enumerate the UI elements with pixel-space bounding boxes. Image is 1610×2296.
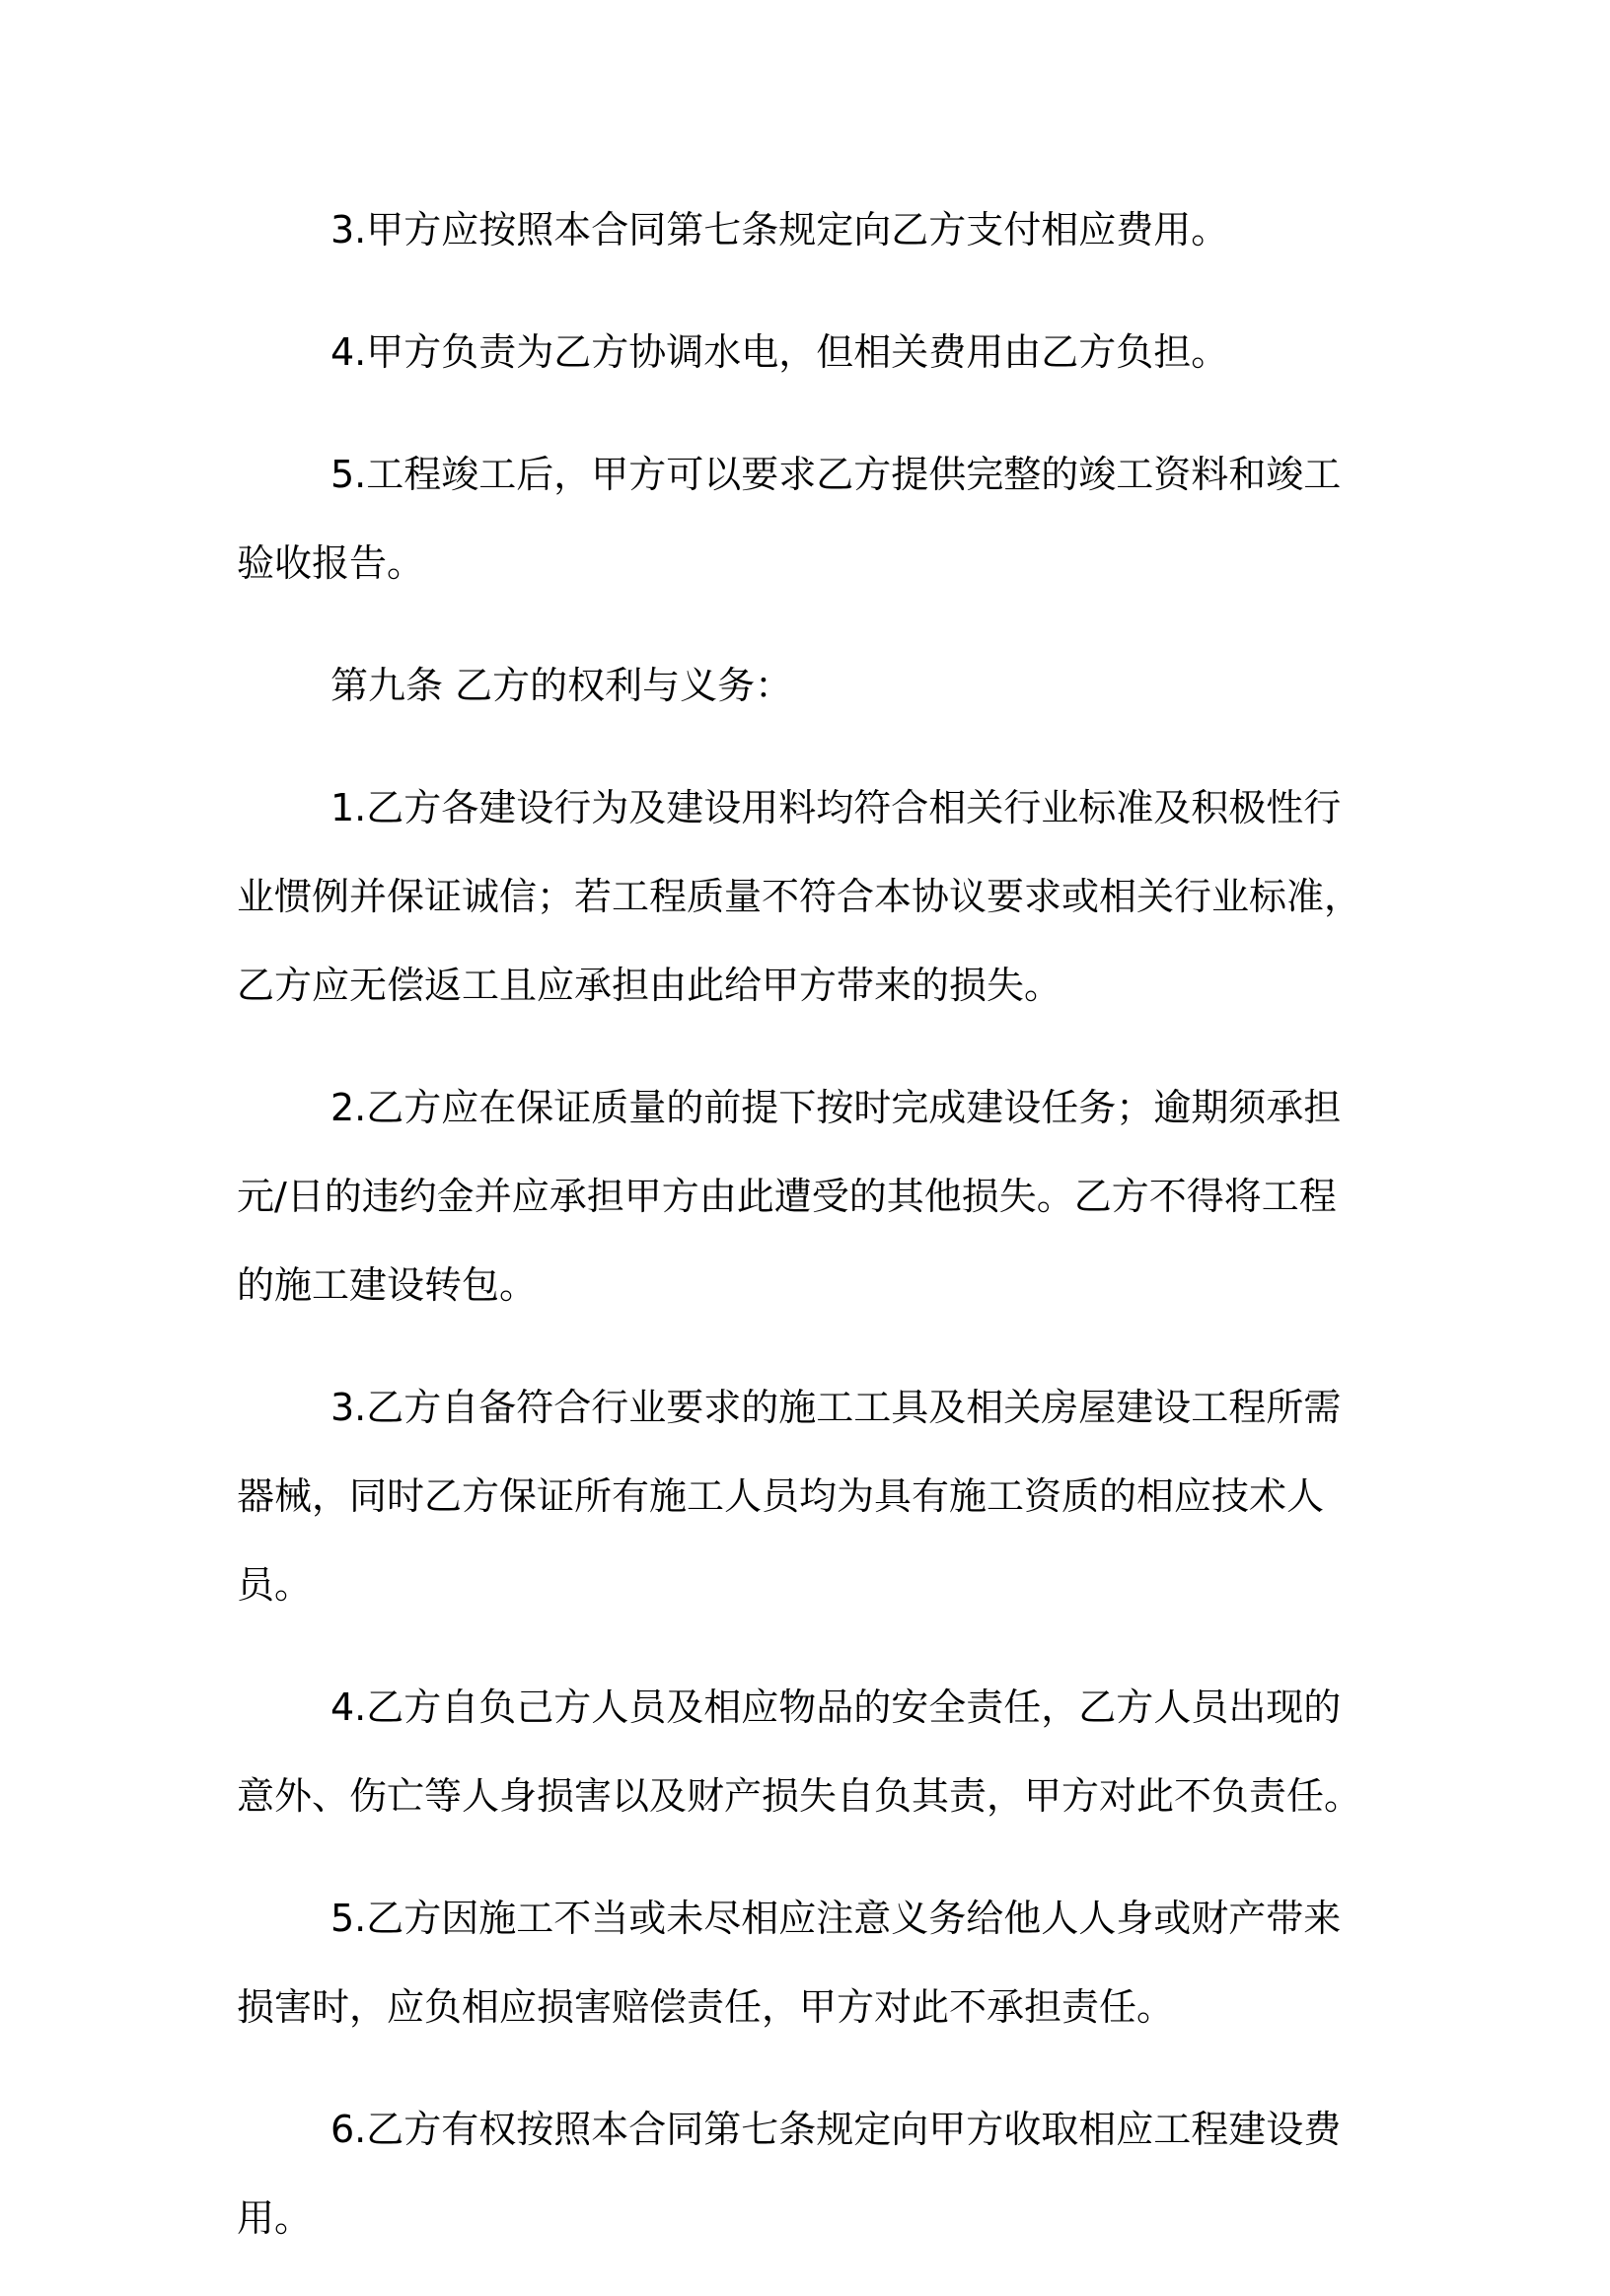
clause-party-a-4: 4.甲方负责为乙方协调水电，但相关费用由乙方负担。 [330, 330, 1229, 374]
clause-party-a-3: 3.甲方应按照本合同第七条规定向乙方支付相应费用。 [330, 208, 1229, 251]
clause-party-b-5: 5.乙方因施工不当或未尽相应注意义务给他人人身或财产带来损害时，应负相应损害赔偿责任，甲方对此不承担责任。 [237, 1897, 1342, 2029]
clause-party-b-1: 1.乙方各建设行为及建设用料均符合相关行业标准及积极性行业惯例并保证诚信；若工程质量不符合本协议要求或相关行业标准，乙方应无偿返工且应承担由此给甲方带来的损失。 [237, 786, 1362, 1007]
article-9-heading: 第九条 乙方的权利与义务： [330, 664, 793, 707]
clause-party-b-6: 6.乙方有权按照本合同第七条规定向甲方收取相应工程建设费用。 [237, 2108, 1342, 2240]
clause-party-b-3: 3.乙方自备符合行业要求的施工工具及相关房屋建设工程所需器械，同时乙方保证所有施工人员均为具有施工资质的相应技术人员。 [237, 1386, 1342, 1607]
contract-body [237, 185, 1371, 2296]
clause-party-b-4: 4.乙方自负己方人员及相应物品的安全责任，乙方人员出现的意外、伤亡等人身损害以及财产损失自负其责，甲方对此不负责任。 [237, 1686, 1362, 1818]
clause-party-b-2: 2.乙方应在保证质量的前提下按时完成建设任务；逾期须承担 元/日的违约金并应承担甲方由此遭受的其他损失。乙方不得将工程的施工建设转包。 [237, 1086, 1342, 1307]
clause-party-a-5: 5.工程竣工后，甲方可以要求乙方提供完整的竣工资料和竣工验收报告。 [237, 453, 1342, 585]
